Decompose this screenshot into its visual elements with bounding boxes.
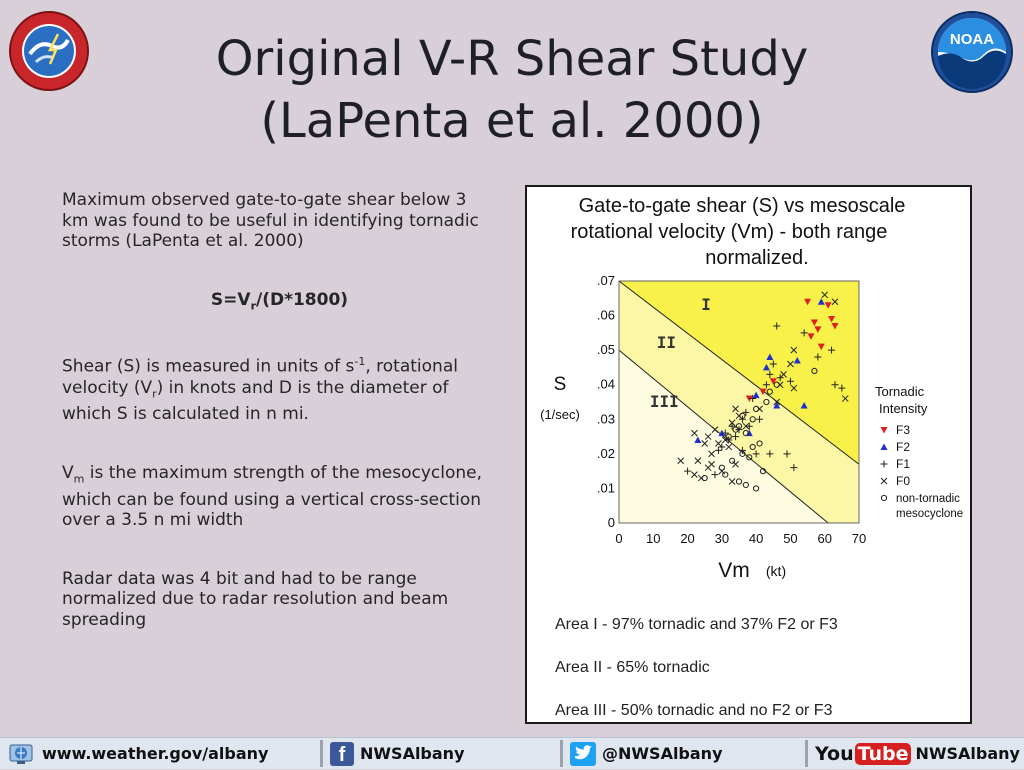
area-note-1: Area I - 97% tornadic and 37% F2 or F3 xyxy=(555,616,838,633)
y-tick-label: .04 xyxy=(596,376,615,392)
noaa-logo-text: NOAA xyxy=(949,31,995,48)
paragraph-3-sub: m xyxy=(73,472,85,486)
y-tick-label: .05 xyxy=(596,342,615,358)
body-text xyxy=(62,190,497,630)
legend-label: F0 xyxy=(896,474,911,488)
legend-label: F3 xyxy=(896,423,911,437)
shear-scatter-chart xyxy=(527,187,970,722)
y-tick-label: .06 xyxy=(596,307,615,323)
twitter-link[interactable] xyxy=(570,738,723,769)
legend-label: non-tornadic xyxy=(896,493,960,505)
footer-divider xyxy=(805,740,808,767)
area-label-2: II xyxy=(656,333,676,353)
figure-title-line-1: Gate-to-gate shear (S) vs mesoscale xyxy=(578,195,906,217)
y-axis-unit: (1/sec) xyxy=(540,407,580,422)
plot-area xyxy=(597,273,866,546)
paragraph-2-b: , rotational velocity (V xyxy=(62,357,458,398)
paragraph-4: Radar data was 4 bit and had to be range normalized due to radar resolution and beam spreading xyxy=(62,568,449,630)
legend-label: F2 xyxy=(896,440,911,454)
area-label-1: I xyxy=(701,295,711,315)
title-line-2: (LaPenta et al. 2000) xyxy=(260,93,764,149)
y-tick-label: .03 xyxy=(596,411,615,427)
legend-label: F1 xyxy=(896,457,911,471)
formula xyxy=(62,290,497,317)
youtube-text: NWSAlbany xyxy=(915,744,1020,763)
legend-marker-non-tornadic xyxy=(881,495,886,500)
footer-bar xyxy=(0,737,1024,769)
y-tick-label: .01 xyxy=(596,480,615,496)
paragraph-2-sub: r xyxy=(152,386,157,400)
y-tick-label: .07 xyxy=(596,273,615,288)
legend xyxy=(875,384,963,520)
x-tick-label: 40 xyxy=(748,531,764,546)
legend-marker-f0 xyxy=(881,478,887,484)
footer-divider xyxy=(560,740,563,767)
title-line-1: Original V-R Shear Study xyxy=(215,31,809,87)
figure-title-line-3: normalized. xyxy=(705,247,809,269)
formula-suffix: /(D*1800) xyxy=(256,289,349,310)
x-tick-label: 0 xyxy=(615,531,623,546)
facebook-icon: f xyxy=(330,742,354,766)
noaa-logo xyxy=(930,10,1014,94)
x-tick-label: 70 xyxy=(851,531,867,546)
website-text: www.weather.gov/albany xyxy=(42,744,269,763)
x-tick-label: 20 xyxy=(680,531,695,546)
area-note-3: Area III - 50% tornadic and no F2 or F3 xyxy=(555,702,833,719)
youtube-link[interactable] xyxy=(815,738,1020,769)
paragraph-2 xyxy=(62,352,497,425)
x-tick-label: 60 xyxy=(817,531,832,546)
facebook-link[interactable] xyxy=(330,738,465,769)
legend-marker-f2 xyxy=(881,444,888,451)
legend-title-1: Tornadic xyxy=(875,384,925,399)
nws-logo xyxy=(8,10,90,92)
paragraph-2-a: Shear (S) is measured in units of s xyxy=(62,357,355,378)
area-label-3: III xyxy=(649,392,679,411)
facebook-text: NWSAlbany xyxy=(360,744,465,763)
x-axis-label: Vm xyxy=(718,559,750,582)
youtube-logo-icon xyxy=(815,743,911,765)
paragraph-3-b: is the maximum strength of the mesocyclone, which can be found using a vertical cross-section over a 3.5 n mi width xyxy=(62,462,482,531)
youtube-tube-text: Tube xyxy=(855,743,912,765)
y-axis-label: S xyxy=(553,374,567,395)
figure-panel xyxy=(525,185,972,724)
paragraph-3 xyxy=(62,463,497,531)
page-title xyxy=(150,28,874,152)
x-tick-label: 50 xyxy=(783,531,798,546)
y-tick-label: 0 xyxy=(607,515,615,530)
formula-prefix: S=V xyxy=(210,289,251,310)
paragraph-2-sup: -1 xyxy=(354,355,366,369)
website-link[interactable] xyxy=(8,738,268,769)
x-tick-label: 30 xyxy=(714,531,730,546)
area-note-2: Area II - 65% tornadic xyxy=(555,659,710,676)
y-tick-label: .02 xyxy=(596,445,615,461)
paragraph-3-a: V xyxy=(62,462,74,483)
youtube-you-text: You xyxy=(815,742,854,765)
globe-icon xyxy=(8,742,36,766)
footer-divider xyxy=(320,740,323,767)
paragraph-2-c: ) in knots and D is the diameter of which S is calculated in n mi. xyxy=(62,377,449,425)
legend-marker-f1 xyxy=(881,461,888,468)
twitter-text: @NWSAlbany xyxy=(602,744,723,763)
figure-title-line-2: rotational velocity (Vm) - both range xyxy=(570,221,888,243)
x-axis-unit: (kt) xyxy=(765,563,787,579)
legend-title-2: Intensity xyxy=(879,401,928,416)
x-tick-label: 10 xyxy=(646,531,661,546)
formula-sub: r xyxy=(250,298,256,312)
legend-label-line2: mesocyclone xyxy=(896,508,964,520)
twitter-bird-icon xyxy=(570,742,596,766)
paragraph-1: Maximum observed gate-to-gate shear below 3 km was found to be useful in identifying tornadic storms (LaPenta et al. 2000) xyxy=(62,190,479,251)
legend-marker-f3 xyxy=(881,427,888,434)
